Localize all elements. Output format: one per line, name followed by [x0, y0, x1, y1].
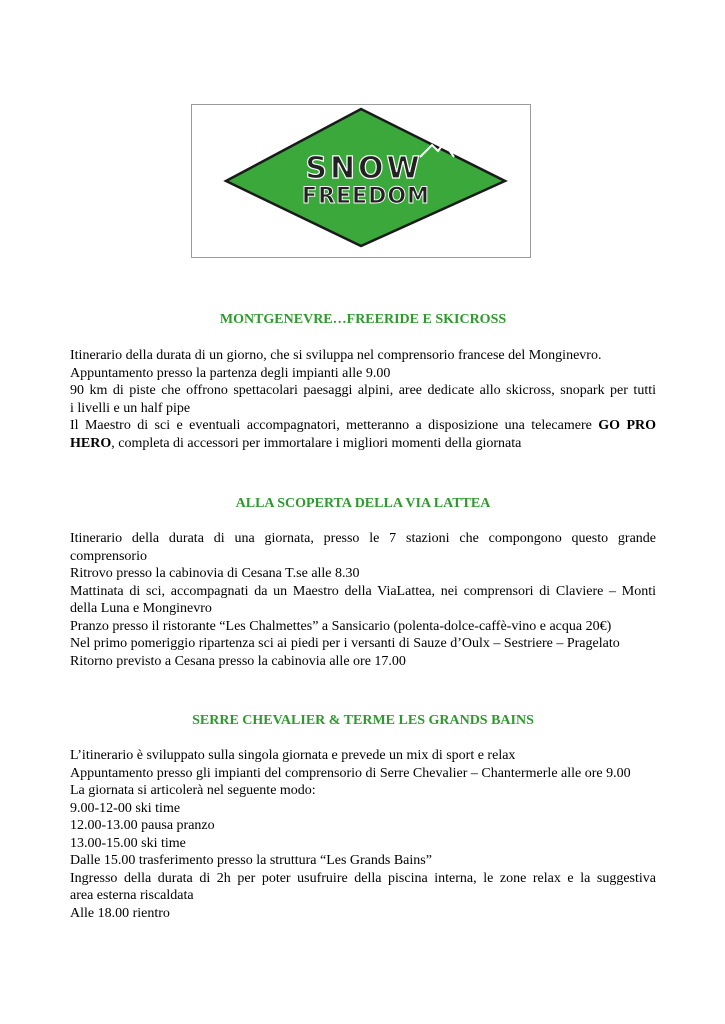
text-line: i livelli e un half pipe [70, 400, 191, 416]
text-line: Appuntamento presso la partenza degli impianti alle 9.00 [70, 365, 391, 381]
logo-graphic [192, 105, 530, 257]
text-line [70, 435, 656, 453]
section-title-via-lattea: ALLA SCOPERTA DELLA VIA LATTEA [235, 496, 491, 511]
logo-text-snow: SNOW [305, 151, 423, 186]
bold-go-pro: GO PRO [598, 418, 656, 433]
logo-text-freedom: FREEDOM [302, 184, 430, 209]
text-fragment: , completa di accessori per immortalare i migliori momenti della giornata [111, 435, 522, 451]
text-line: area esterna riscaldata [70, 888, 194, 903]
text-line: 9.00-12-00 ski time [70, 800, 181, 816]
text-line: Mattinata di sci, accompagnati da un Maestro della ViaLattea, nei comprensori di Claviere – Monti [70, 583, 656, 599]
text-line: L’itinerario è sviluppato sulla singola giornata e prevede un mix di sport e relax [70, 748, 516, 763]
snow-freedom-logo [191, 104, 531, 258]
text-line: 12.00-13.00 pausa pranzo [70, 818, 215, 833]
text-line: La giornata si articolerà nel seguente modo: [70, 783, 316, 798]
text-line: Pranzo presso il ristorante “Les Chalmettes” a Sansicario (polenta-dolce-caffè-vino e acqua 20€) [70, 618, 612, 634]
text-line: Dalle 15.00 trasferimento presso la struttura “Les Grands Bains” [70, 853, 432, 868]
section-title-montgenevre: MONTGENEVRE…FREERIDE E SKICROSS [219, 312, 507, 327]
text-line: Itinerario della durata di un giorno, che si sviluppa nel comprensorio francese del Monginevro. [70, 348, 602, 363]
text-line: Alle 18.00 rientro [70, 905, 170, 921]
text-line: Ingresso della durata di 2h per poter usufruire della piscina interna, le zone relax e la suggestiva [70, 870, 656, 886]
text-line: della Luna e Monginevro [70, 601, 212, 616]
text-line: Ritrovo presso la cabinovia di Cesana T.se alle 8.30 [70, 566, 360, 581]
text-line: Ritorno previsto a Cesana presso la cabinovia alle ore 17.00 [70, 653, 406, 669]
text-line: Nel primo pomeriggio ripartenza sci ai piedi per i versanti di Sauze d’Oulx – Sestriere – Pragelato [70, 636, 620, 651]
bold-hero: HERO [70, 435, 112, 451]
text-line: 13.00-15.00 ski time [70, 835, 186, 851]
text-fragment: Il Maestro di sci e eventuali accompagnatori, metteranno a disposizione una telecamere [70, 418, 599, 433]
text-line [70, 417, 656, 435]
text-line: comprensorio [70, 548, 147, 564]
section-body-via-lattea [70, 530, 656, 670]
text-line: 90 km di piste che offrono spettacolari paesaggi alpini, aree dedicate allo skicross, snopark per tutti [70, 383, 656, 398]
section-body-montgenevre [70, 347, 656, 452]
text-line: Itinerario della durata di una giornata, presso le 7 stazioni che compongono questo grande [70, 531, 656, 546]
section-body-serre-chevalier [70, 747, 656, 922]
text-line: Appuntamento presso gli impianti del comprensorio di Serre Chevalier – Chantermerle alle ore 9.00 [70, 765, 631, 781]
section-title-serre-chevalier: SERRE CHEVALIER & TERME LES GRANDS BAINS [192, 713, 534, 728]
